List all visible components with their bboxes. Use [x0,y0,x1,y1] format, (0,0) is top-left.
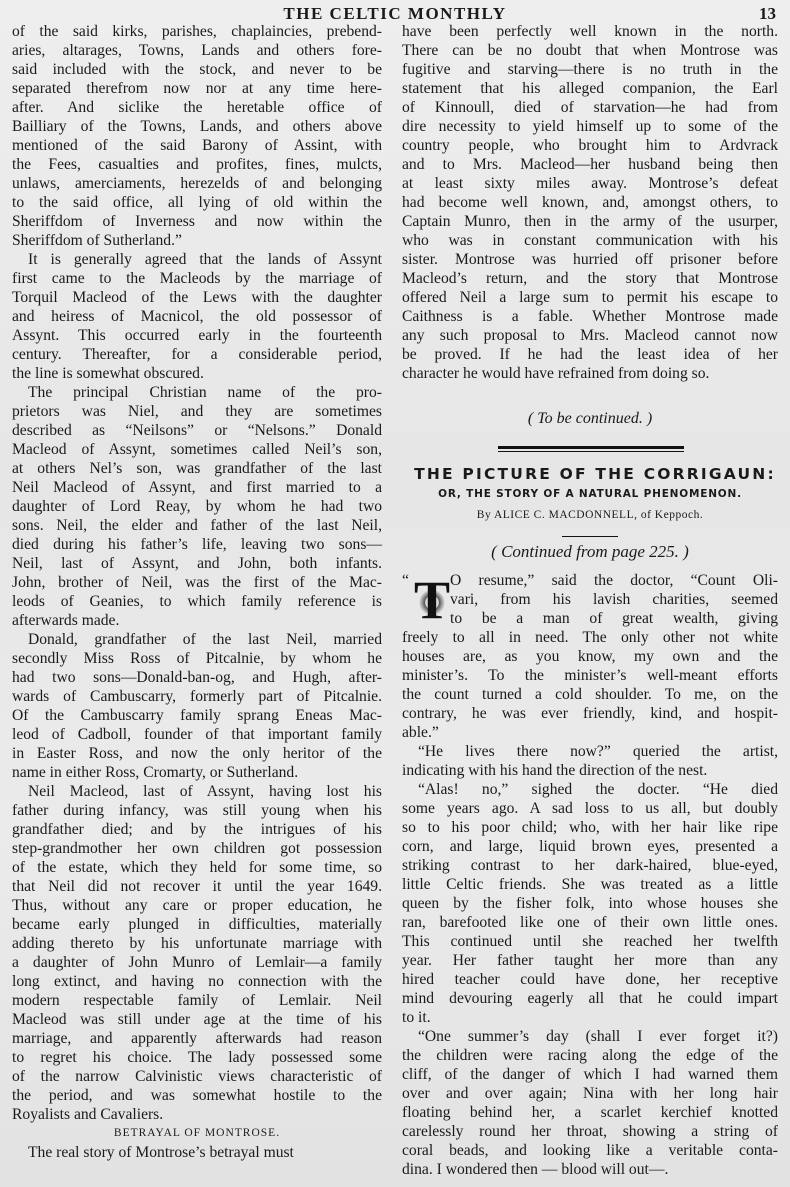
text-line: prietors was Niel, and they are sometimes [12,403,382,420]
text-line: Torquil Macleod of the Lews with the daughter [12,289,382,306]
text-line: the period, and was somewhat hostile to the [12,1087,382,1104]
text-line: houses are, as you know, my own and the [402,648,778,665]
text-line: Neil Macleod, last of Assynt, having lost his [28,783,382,800]
text-line: said included with the stock, and never to be [12,61,382,78]
text-line: Neil Macleod of Assynt, and first married to a [12,479,382,496]
text-line: Royalists and Cavaliers. [12,1106,164,1123]
text-line: have been perfectly well known in the north. [402,23,778,40]
text-line: name in either Ross, Cromarty, or Sutherland. [12,764,299,781]
page-number: 13 [759,4,776,23]
text-line: had become well known, and, amongst others, to [402,194,778,211]
text-line: Thus, without any care or proper education, he [12,897,382,914]
text-line: to regret his choice. The lady possessed some [12,1049,382,1066]
text-line: cliff, of the danger of which I had warned them [402,1066,778,1083]
text-line: Donald, grandfather of the last Neil, married [28,631,382,648]
text-line: the children were racing along the edge of the [402,1047,778,1064]
ornamental-dropcap: T [414,570,451,630]
text-line: after. And siclike the heretable office of [12,99,382,116]
text-line: to the said office, all lying of old within the [12,194,382,211]
text-line: some years ago. A sad loss to us all, but doubly [402,800,778,817]
text-line: of the estate, which they held for some time, so [12,859,382,876]
story-byline: By ALICE C. MACDONNELL, of Keppoch. [476,509,704,521]
text-line: This continued until she reached her twelfth [402,933,778,950]
text-line: contrary, he was ever friendly, kind, and hospit- [402,705,778,722]
text-line: Sheriffdom of Sutherland.” [12,232,182,249]
text-line: Assynt. This occurred early in the fourteenth [12,327,382,344]
text-line: grandfather died; and by the intrigues of his [12,821,382,838]
section-divider [498,446,684,452]
text-line: Sheriffdom of Inverness and now within the [12,213,382,230]
text-line: indicating with his hand the direction of the nest. [402,762,708,779]
text-line: aries, altarages, Towns, Lands and others fore- [12,42,382,59]
text-line: Macleod of Assynt, sometimes called Neil’s son, [12,441,382,458]
text-line: little Celtic friends. She was treated as a little [402,876,778,893]
text-line: of the narrow Calvinistic views characteristic of [12,1068,382,1085]
text-line: coral beads, and looking like a veritable conta- [402,1142,778,1159]
text-line: that Neil did not recover it until the year 1649. [12,878,382,895]
text-line: step-grandmother her own children got possession [12,840,382,857]
text-line: There can be no doubt that when Montrose was [402,42,778,59]
text-line: “Alas! no,” sighed the docter. “He died [418,781,778,798]
text-line: described as “Neilsons” or “Nelsons.” Donald [12,422,382,439]
text-line: character he would have refrained from doing so. [402,365,710,382]
text-line: father during infancy, was still young when his [12,802,382,819]
text-line: marriage, and apparently afterwards had reason [12,1030,382,1047]
text-line: so to his poor child; who, with her hair like ripe [402,819,778,836]
text-line: striking contrast to her dark-haired, blue-eyed, [402,857,778,874]
text-line: wards of Cambuscarry, formerly part of Pitcalnie. [12,688,382,705]
text-line: a daughter of John Munro of Lemlair—a family [12,954,382,971]
left-column [12,22,382,1162]
text-line: secondly Miss Ross of Pitcalnie, by whom he [12,650,382,667]
text-line: “He lives there now?” queried the artist, [418,743,778,760]
text-line: modern respectable family of Lemlair. Neil [12,992,382,1009]
text-line: statement that his alleged companion, the Earl [402,80,778,97]
text-line: Of the Cambuscarry family sprang Eneas Mac- [12,707,382,724]
running-header: THE CELTIC MONTHLY [283,4,507,23]
text-line: Neil, last of Assynt, and John, both infants. [12,555,382,572]
text-line: long extinct, and having no connection with the [12,973,382,990]
text-line: any such proposal to Mrs. Macleod cannot now [402,327,778,344]
opening-quote: “ [402,572,409,589]
text-line: carelessly round her throat, showing a string of [402,1123,778,1140]
text-line: “One summer’s day (shall I ever forget it?) [418,1028,778,1045]
text-line: year. Her father taught her more than any [402,952,778,969]
text-line: separated therefrom now nor at any time here- [12,80,382,97]
text-line: fugitive and starving—there is no truth in the [402,61,778,78]
story-subtitle: OR, THE STORY OF A NATURAL PHENOMENON. [438,488,742,500]
text-line: leods of Geanies, to which family reference is [12,593,382,610]
text-line: died during his father’s life, leaving two sons— [12,536,382,553]
text-line: Macleod’s return, and the story that Montrose [402,270,778,287]
text-line: The principal Christian name of the pro- [28,384,382,401]
text-line: minister’s. To the minister’s well-meant efforts [402,667,778,684]
text-line: floating behind her, a scarlet kerchief knotted [402,1104,778,1121]
text-line: offered Neil a large sum to permit his escape to [402,289,778,306]
text-line: unlaws, amerciaments, herezelds of and belonging [12,175,382,192]
byline-divider [562,536,618,537]
text-line: country people, who brought him to Ardvrack [402,137,778,154]
text-line: mentioned of the said Barony of Assint, with [12,137,382,154]
text-line: able.” [402,724,439,741]
text-line: the line is somewhat obscured. [12,365,204,382]
text-line: and to Mrs. Macleod—her husband being then [402,156,778,173]
story-title: THE PICTURE OF THE CORRIGAUN: [414,465,776,483]
text-line: at least sixty miles away. Montrose’s defeat [402,175,778,192]
text-line: vari, from his lavish charities, seemed [450,591,778,608]
text-line: became early plunged in difficulties, materially [12,916,382,933]
text-line: mind devouring eagerly all that he could impart [402,990,778,1007]
continued-note: ( Continued from page 225. ) [491,542,689,561]
text-line: be proved. If he had the least idea of her [402,346,778,363]
subheading: BETRAYAL OF MONTROSE. [113,1127,281,1139]
text-line: century. Thereafter, for a considerable period, [12,346,382,363]
text-line: the count turned a cold shoulder. To me, on the [402,686,778,703]
text-line: at others Nel’s son, was grandfather of the last [12,460,382,477]
text-line: afterwards made. [12,612,120,629]
text-line: of the said kirks, parishes, chaplaincies, prebend- [12,23,382,40]
text-line: daughter of Lord Reay, by whom he had two [12,498,382,515]
text-line: queen by the fisher folk, into whose houses she [402,895,778,912]
text-line: to it. [402,1009,431,1026]
right-column-top [402,22,778,383]
text-line: first came to the Macleods by the marriage of [12,270,382,287]
text-line: adding thereto by his unfortunate marriage with [12,935,382,952]
text-line: O resume,” said the doctor, “Count Oli- [450,572,778,589]
text-line: to be a man of great wealth, giving [450,610,778,627]
text-line: the Fees, casualties and profites, fines, mulcts, [12,156,382,173]
text-line: ran, barefooted like one of their own little ones. [402,914,778,931]
text-line: and heiress of Macnicol, the old possessor of [12,308,382,325]
text-line: hired teacher could have done, her receptive [402,971,778,988]
text-line: dina. I wondered then — blood will out—. [402,1161,669,1178]
text-line: Bailliary of the Towns, Lands, and others above [12,118,382,135]
text-line: Caithness is a fable. Whether Montrose made [402,308,778,325]
text-line: in Easter Ross, and now the only heritor of the [12,745,382,762]
to-be-continued: ( To be continued. ) [527,410,653,427]
text-line: John, brother of Neil, was the first of the Mac- [12,574,382,591]
text-line: of Kinnoull, died of starvation—he had from [402,99,778,116]
text-line: dire necessity to yield himself up to some of the [402,118,778,135]
text-line: over and over again; Nina with her long hair [402,1085,778,1102]
text-line: sons. Neil, the elder and father of the last Neil, [12,517,382,534]
text-line: leod of Cadboll, founder of that important family [12,726,382,743]
text-line: It is generally agreed that the lands of Assynt [28,251,382,268]
right-column-story [402,571,778,1179]
text-line: The real story of Montrose’s betrayal must [28,1144,294,1161]
text-line: Macleod was still under age at the time of his [12,1011,382,1028]
text-line: sister. Montrose was hurried off prisoner before [402,251,778,268]
text-line: had two sons—Donald-ban-og, and Hugh, after- [12,669,382,686]
text-line: who was in constant communication with his [402,232,778,249]
text-line: freely to all in need. The only other not white [402,629,778,646]
text-line: Captain Munro, then in the army of the usurper, [402,213,778,230]
text-line: corn, and large, liquid brown eyes, presented a [402,838,778,855]
